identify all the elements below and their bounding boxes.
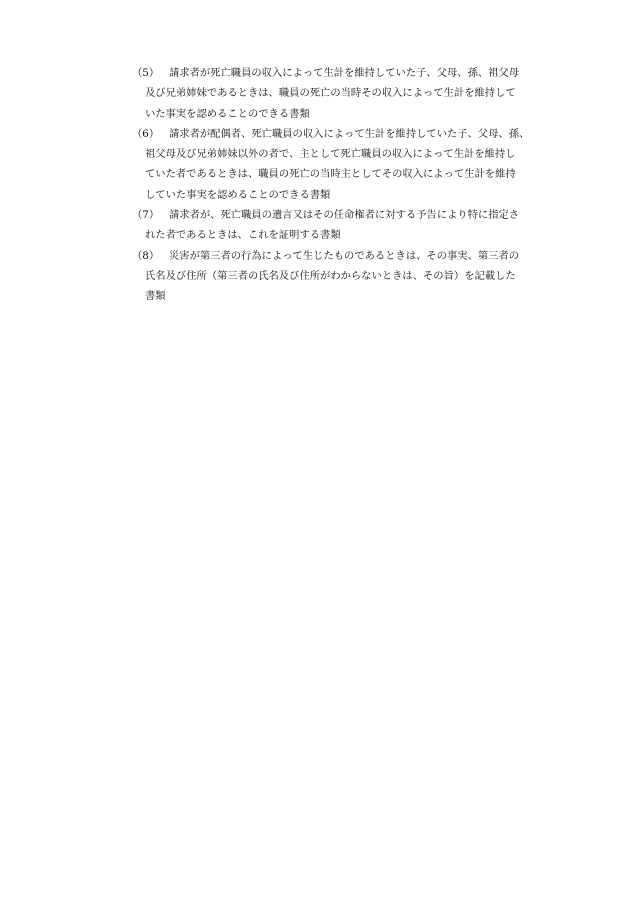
item-text: 祖父母及び兄弟姉妹以外の者で、主として死亡職員の収入によって生計を維持し: [145, 148, 516, 161]
item-text: ていた者であるときは、職員の死亡の当時主としてその収入によって生計を維持: [145, 168, 516, 181]
item-text: 請求者が配偶者、死亡職員の収入によって生計を維持していた子、父母、孫、: [169, 127, 530, 140]
item-text: れた者であるときは、これを証明する書類: [145, 229, 341, 242]
document-body: [132, 63, 552, 307]
list-item-first-line: [132, 63, 552, 83]
list-item-8: [132, 246, 552, 307]
item-text: 及び兄弟姉妹であるときは、職員の死亡の当時その収入によって生計を維持して: [145, 87, 516, 100]
list-item-7: [132, 205, 552, 246]
item-text: 請求者が、死亡職員の遺言又はその任命権者に対する予告により特に指定さ: [169, 209, 520, 222]
list-item-5: [132, 63, 552, 124]
list-item-first-line: [132, 246, 552, 266]
item-number: （6）: [132, 127, 160, 140]
item-number: （7）: [132, 209, 160, 222]
list-item-6: [132, 124, 552, 205]
item-text: 災害が第三者の行為によって生じたものであるときは、その事実、第三者の: [169, 249, 520, 262]
item-number: （5）: [132, 67, 160, 79]
item-text: 氏名及び住所（第三者の氏名及び住所がわからないときは、その旨）を記載した: [145, 269, 516, 282]
item-text: していた事実を認めることのできる書類: [145, 188, 331, 201]
item-text: いた事実を認めることのできる書類: [145, 107, 310, 120]
list-item-first-line: [132, 124, 552, 144]
item-number: （8）: [132, 249, 160, 262]
item-text: 請求者が死亡職員の収入によって生計を維持していた子、父母、孫、祖父母: [169, 67, 520, 79]
item-text: 書類: [145, 290, 166, 303]
list-item-first-line: [132, 205, 552, 225]
